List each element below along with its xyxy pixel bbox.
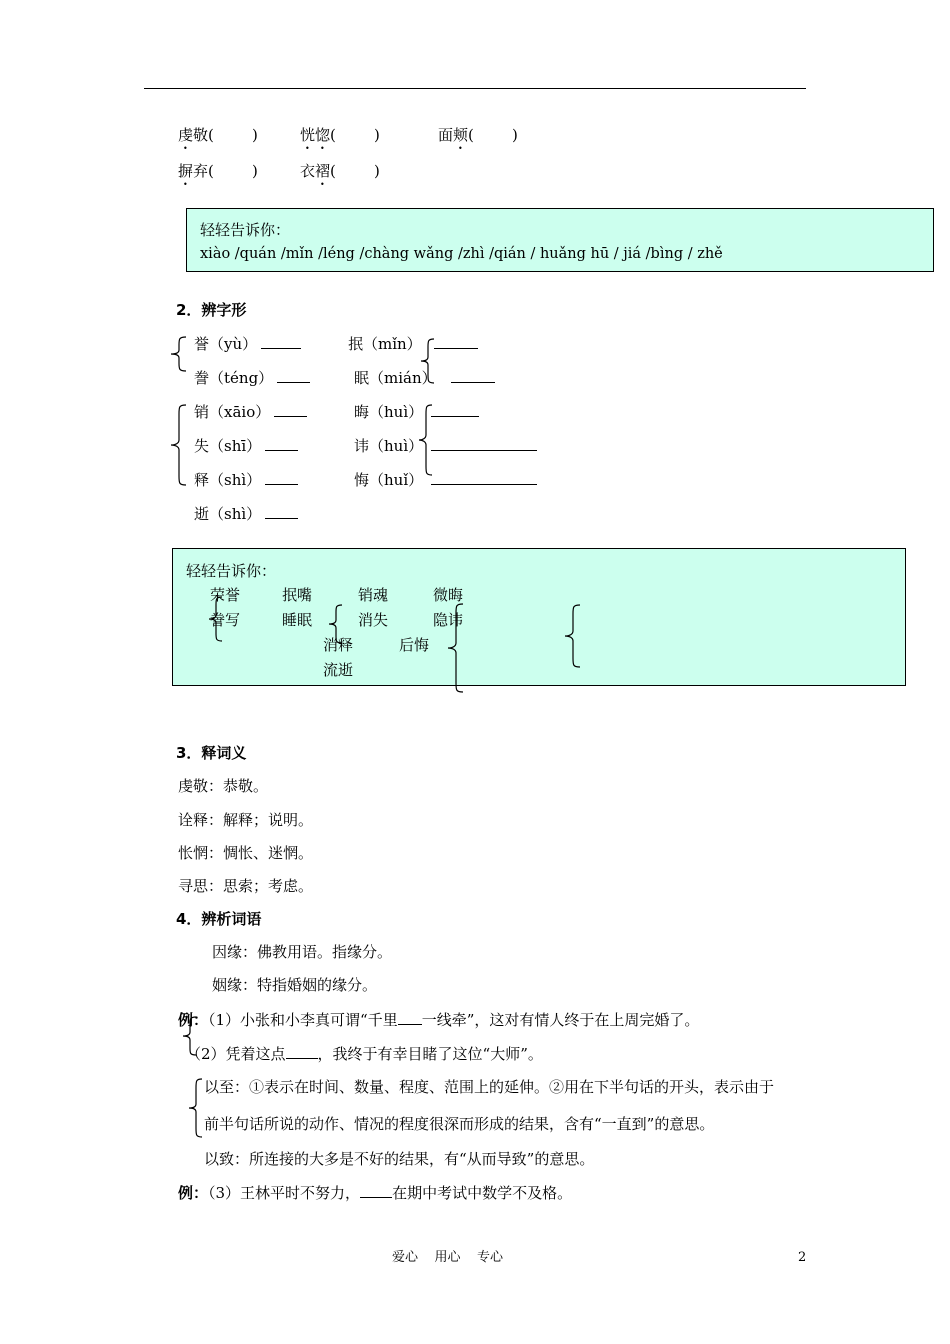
- glyph-item: 讳（huì）: [354, 438, 537, 454]
- brace-left-2: [166, 404, 188, 486]
- page-number: 2: [798, 1250, 807, 1265]
- example-3: 例：（3）王林平时不努力， 在期中考试中数学不及格。: [178, 1184, 573, 1202]
- answer-blank: [265, 472, 298, 485]
- example-label: 例：: [178, 1184, 209, 1202]
- glyph-item: 誉（yù）: [194, 336, 301, 352]
- brace-left-1: [166, 336, 188, 372]
- tip-box-glyphs: [172, 548, 906, 686]
- definition-line: 寻思：思索；考虑。: [178, 877, 314, 895]
- glyph-item: 逝（shì）: [194, 506, 298, 522]
- section-2-heading: 2．辨字形: [176, 301, 247, 319]
- word-note: 因缘：佛教用语。指缘分。: [212, 943, 393, 961]
- section-4-heading: 4．辨析词语: [176, 910, 262, 928]
- definition-line: 虔敬：恭敬。: [178, 777, 269, 795]
- pron-char: 恍: [300, 126, 316, 144]
- tip-word: 隐讳: [433, 611, 464, 629]
- example-2: （2）凭着这点 ，我终于有幸目睹了这位“大师”。: [186, 1045, 543, 1063]
- brace-tip-2: [324, 604, 344, 644]
- tip-box-pronunciation: [186, 208, 934, 272]
- pron-blank: ( ): [330, 162, 380, 180]
- glyph-item: 晦（huì）: [354, 404, 479, 420]
- answer-blank: [434, 336, 478, 349]
- brace-tip-1: [204, 596, 224, 642]
- pron-char: 虔: [178, 126, 194, 144]
- definition-line: 怅惘：惆怅、迷惘。: [178, 844, 314, 862]
- brace-tip-4: [560, 604, 582, 668]
- pron-char: 面: [438, 126, 454, 144]
- tip-word: 消失: [358, 611, 389, 629]
- answer-blank: [265, 506, 298, 519]
- pron-word-5: [300, 162, 380, 189]
- pron-blank: ( ): [330, 126, 380, 144]
- tip-word: 销魂: [358, 586, 389, 604]
- answer-blank: [286, 1046, 318, 1059]
- glyph-item: 眠（mián）: [354, 370, 495, 386]
- pron-char: 惚: [315, 126, 331, 144]
- pron-blank: ( ): [208, 162, 258, 180]
- answer-blank: [274, 404, 307, 417]
- answer-blank: [265, 438, 298, 451]
- answer-blank: [398, 1012, 422, 1025]
- glyph-item: 抿（mǐn）: [348, 336, 478, 352]
- tip-answers: xiào /quán /mǐn /léng /chàng wǎng /zhì /qián / huǎng hū / jiá /bìng / zhě: [200, 246, 723, 262]
- answer-blank: [261, 336, 301, 349]
- example-label: 例：: [178, 1011, 209, 1029]
- glyph-item: 誊（téng）: [194, 370, 310, 386]
- word-note: 姻缘：特指婚姻的缘分。: [212, 976, 378, 994]
- brace-example: [180, 1016, 198, 1056]
- pron-word-2: [300, 126, 380, 153]
- pron-blank: ( ): [208, 126, 258, 144]
- glyph-item: 销（xāio）: [194, 404, 307, 420]
- pron-char: 颊: [453, 126, 469, 144]
- answer-blank: [431, 472, 537, 485]
- brace-yizhi: [186, 1078, 204, 1138]
- answer-blank: [360, 1185, 392, 1198]
- glyph-item: 失（shī）: [194, 438, 298, 454]
- tip-word: 誊写: [210, 611, 241, 629]
- glyph-item: 悔（huǐ）: [354, 472, 537, 488]
- tip-word: 流逝: [323, 661, 354, 679]
- definition-line: 诠释：解释；说明。: [178, 811, 314, 829]
- yizhi-line-3: 以致：所连接的大多是不好的结果，有“从而导致”的意思。: [204, 1150, 595, 1168]
- pron-blank: ( ): [468, 126, 518, 144]
- pron-char: 衣: [300, 162, 316, 180]
- answer-blank: [277, 370, 310, 383]
- answer-blank: [431, 404, 479, 417]
- yizhi-line-1: 以至：①表示在时间、数量、程度、范围上的延伸。②用在下半句话的开头，表示由于: [204, 1078, 775, 1096]
- pron-char: 褶: [315, 162, 331, 180]
- tip-word: 微晦: [433, 586, 464, 604]
- pron-char: 摒: [178, 162, 194, 180]
- pron-word-3: [438, 126, 518, 153]
- header-rule: [144, 88, 806, 89]
- pron-word-4: [178, 162, 258, 189]
- tip-title: 轻轻告诉你：: [186, 562, 277, 580]
- example-1: 例：（1）小张和小李真可谓“千里 一线牵”，这对有情人终于在上周完婚了。: [178, 1011, 700, 1029]
- section-3-heading: 3．释词义: [176, 744, 247, 762]
- pron-char: 弃: [193, 162, 209, 180]
- pron-char: 敬: [193, 126, 209, 144]
- answer-blank: [431, 438, 537, 451]
- tip-word: 消释: [323, 636, 354, 654]
- glyph-item: 释（shì）: [194, 472, 298, 488]
- footer-motto: 爱心 用心 专心: [392, 1250, 504, 1265]
- yizhi-line-2: 前半句话所说的动作、情况的程度很深而形成的结果，含有“一直到”的意思。: [204, 1115, 715, 1133]
- pron-word-1: [178, 126, 258, 153]
- brace-tip-3: [443, 603, 465, 693]
- tip-title: 轻轻告诉你：: [200, 221, 291, 239]
- brace-right-2: [416, 404, 434, 476]
- brace-right-1: [418, 338, 436, 384]
- tip-word: 抿嘴: [282, 586, 313, 604]
- tip-word: 后悔: [399, 636, 430, 654]
- answer-blank: [451, 370, 495, 383]
- tip-word: 荣誉: [210, 586, 241, 604]
- tip-word: 睡眠: [282, 611, 313, 629]
